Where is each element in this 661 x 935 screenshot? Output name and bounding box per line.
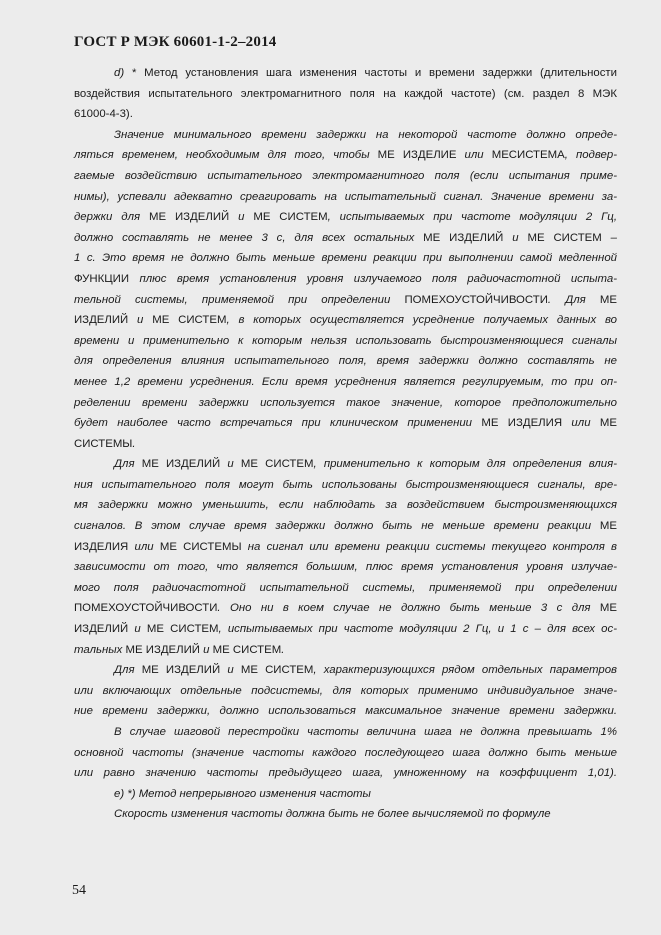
line-text: , применительно к которым для определения влия- [313, 458, 618, 471]
line-text: и [199, 643, 213, 656]
text-line [74, 537, 617, 558]
line-text: Для [114, 664, 142, 677]
line-text: держки для [74, 211, 149, 224]
line-text: должно составлять не менее 3 с, для всех остальных [74, 231, 424, 244]
line-text: зависимости от того, что является большим, плюс время установления уровня излучае- [74, 561, 617, 574]
line-text: ние времени задержки, должно использоваться максимальное значение времени задержки. [74, 705, 617, 718]
line-text: и [128, 623, 147, 636]
line-text: , подвер- [564, 149, 617, 162]
line-text: Скорость изменения частоты должна быть не более вычисляемой по формуле [114, 808, 551, 821]
text-line [74, 578, 617, 599]
line-text: ределении времени задержки используется такое значение, которое предположительно [74, 396, 617, 409]
line-text: на сигнал или времени реакции системы текущего контроля в [241, 540, 617, 553]
line-text: , характеризующихся рядом отдельных параметров [313, 664, 617, 677]
text-line [74, 187, 617, 208]
text-line [74, 104, 617, 125]
text-line [74, 207, 617, 228]
text-line [74, 125, 617, 146]
line-text: нимы), успевали адекватно среагировать на испытательный сигнал. Значение времени за- [74, 190, 617, 203]
line-text: тальных [74, 643, 126, 656]
text-line [74, 454, 617, 475]
text-line [74, 310, 617, 331]
page-number: 54 [72, 883, 86, 898]
text-line [74, 722, 617, 743]
text-line [74, 619, 617, 640]
line-text: и [220, 458, 241, 471]
text-line [74, 145, 617, 166]
text-line [74, 743, 617, 764]
line-text: * Метод установления шага изменения частоты и времени задержки (длительности [131, 67, 618, 79]
text-line [74, 351, 617, 372]
defined-term: МЕ ИЗДЕЛИЕ [377, 149, 457, 162]
line-text: будет наиболее часто встречаться при клиническом применении [74, 417, 482, 430]
defined-term: МЕ ИЗДЕЛИЙ [125, 643, 200, 656]
defined-term: МЕСИСТЕМА [491, 149, 565, 162]
text-line [74, 701, 617, 722]
defined-term: СИСТЕМЫ [74, 437, 133, 450]
line-text: Для [114, 458, 142, 471]
defined-term: МЕ ИЗДЕЛИЙ [141, 664, 221, 677]
text-line [74, 598, 617, 619]
line-text: тельной системы, применяемой при определении [74, 293, 405, 306]
line-text: *) Метод непрерывного изменения частоты [127, 787, 371, 800]
item-label-d: d) [114, 67, 132, 79]
line-text: менее 1,2 времени усреднения. Если время усреднения является регулируемым, то при оп- [74, 375, 617, 388]
item-label-e: е) [114, 787, 128, 800]
defined-term: МЕ ИЗДЕЛИЙ [423, 231, 504, 244]
text-line [74, 393, 617, 414]
defined-term: МЕ ИЗДЕЛИЯ [481, 417, 563, 430]
defined-term: МЕ [599, 417, 617, 430]
text-line [74, 516, 617, 537]
line-text: мого поля радиочастотной испытательной системы, применяемой при определении [74, 581, 617, 594]
defined-term: ПОМЕХОУСТОЙЧИВОСТИ [404, 293, 548, 306]
line-text: и [220, 664, 241, 677]
line-text: , испытываемых при частоте модуляции 2 Гц, [327, 211, 617, 224]
line-text: основной частоты (значение частоты каждого последующего шага должно быть меньше [74, 746, 617, 759]
text-line [74, 434, 617, 455]
line-text: – [601, 231, 617, 244]
defined-term: МЕ ИЗДЕЛИЙ [148, 211, 230, 224]
text-line [74, 640, 617, 661]
text-line [74, 413, 617, 434]
defined-term: МЕ [599, 520, 617, 533]
defined-term: МЕ СИСТЕМ [253, 211, 328, 224]
defined-term: МЕ СИСТЕМ [152, 314, 227, 327]
line-text: воздействия испытательного электромагнитного поля на каждой частоте) (см. раздел 8 МЭК [74, 87, 617, 100]
line-text: или включающих отдельные подсистемы, для которых применимо индивидуальное значе- [74, 684, 617, 697]
standard-header: ГОСТ Р МЭК 60601-1-2–2014 [74, 34, 277, 50]
text-line [74, 681, 617, 702]
text-line [74, 660, 617, 681]
line-text: ния испытательного поля могут быть использованы быстроизменяющиеся сигналы, вре- [74, 478, 617, 491]
defined-term: ПОМЕХОУСТОЙЧИВОСТИ [74, 602, 218, 615]
line-text: . Для [547, 293, 600, 306]
defined-term: МЕ СИСТЕМ [527, 231, 602, 244]
line-text: ляться временем, необходимым для того, чтобы [74, 149, 378, 162]
defined-term: МЕ СИСТЕМ [240, 664, 314, 677]
text-line [74, 372, 617, 393]
line-text: , испытываемых при частоте модуляции 2 Гц, и 1 с – для всех ос- [218, 623, 618, 636]
defined-term: МЕ [599, 602, 617, 615]
line-text: В случае шаговой перестройки частоты величина шага не должна превышать 1% [114, 726, 617, 738]
defined-term: МЕ СИСТЕМЫ [159, 540, 242, 553]
defined-term: МЕ СИСТЕМ [212, 643, 282, 656]
line-text: и [128, 314, 153, 327]
line-text: или [456, 149, 492, 162]
line-text: или [128, 540, 160, 553]
text-line [74, 475, 617, 496]
line-text: и [503, 231, 528, 244]
line-text: гаемые воздействию испытательного электромагнитного поля (если испытания приме- [74, 169, 617, 182]
text-line [74, 763, 617, 784]
line-text: . [132, 437, 136, 450]
line-text: и [229, 211, 254, 224]
defined-term: ИЗДЕЛИЙ [74, 623, 129, 636]
text-line [74, 290, 617, 311]
line-text: или [562, 417, 600, 430]
text-line [74, 269, 617, 290]
defined-term: МЕ ИЗДЕЛИЙ [141, 458, 221, 471]
defined-term: ИЗДЕЛИЯ [74, 540, 129, 553]
text-line [74, 166, 617, 187]
defined-term: МЕ [599, 293, 617, 306]
defined-term: ИЗДЕЛИЙ [74, 314, 129, 327]
text-line [74, 557, 617, 578]
text-line [74, 804, 617, 825]
defined-term: МЕ СИСТЕМ [240, 458, 314, 471]
defined-term: ФУНКЦИИ [74, 272, 130, 285]
line-text: мя задержки можно уменьшить, если наблюдать за воздействием быстроизменяющихся [74, 499, 617, 512]
line-text: . Оно ни в коем случае не должно быть меньше 3 с для [217, 602, 600, 615]
text-line [74, 63, 617, 84]
text-line [74, 248, 617, 269]
line-text: , в которых осуществляется усреднение получаемых данных во [226, 314, 617, 327]
line-text: Значение минимального времени задержки на некоторой частоте должно опреде- [114, 128, 617, 141]
text-line [74, 228, 617, 249]
line-text: времени и применительно к которым нельзя использовать быстроизменяющиеся сигналы [74, 334, 617, 347]
text-line [74, 331, 617, 352]
line-text: 61000-4-3). [74, 108, 133, 121]
line-text: или равно значению частоты предыдущего шага, умноженному на коэффициент 1,01). [74, 767, 617, 780]
line-text: плюс время установления уровня излучаемого поля радиочастотной испыта- [129, 272, 617, 285]
line-text: 1 с. Это время не должно быть меньше времени реакции при выполнении самой медленной [74, 252, 617, 265]
text-line [74, 84, 617, 105]
line-text: . [281, 643, 285, 656]
text-line [74, 784, 617, 805]
defined-term: МЕ СИСТЕМ [146, 623, 219, 636]
document-body [74, 63, 617, 825]
line-text: сигналов. В этом случае время задержки должно быть не меньше времени реакции [74, 520, 600, 533]
text-line [74, 495, 617, 516]
line-text: для определения влияния испытательного поля, время задержки должно составлять не [74, 355, 617, 368]
